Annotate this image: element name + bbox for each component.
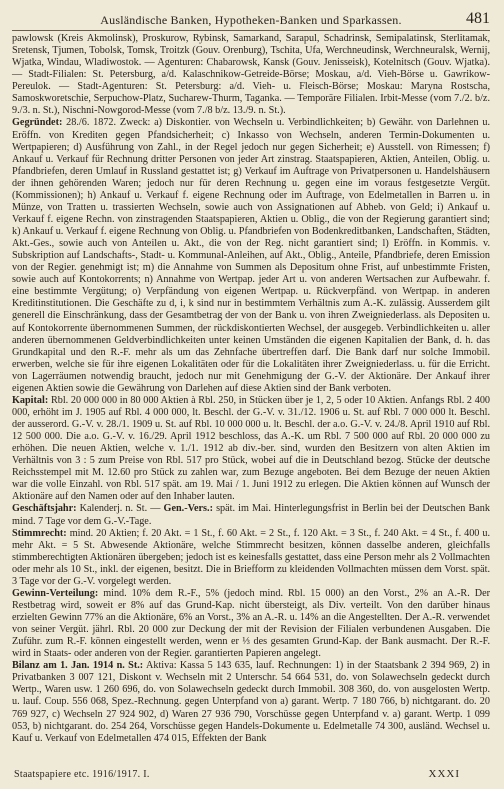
kapital-text: Rbl. 20 000 000 in 80 000 Aktien à Rbl. 250, in Stücken über je 1, 2, 5 oder 10 Aktien. Anfangs Rbl. 2 400 000, erhöht im J. 1905 auf Rbl. 4 000 000, lt. Beschl. der G.-V. v. 31./12. 1906 u. St. auf Rbl. 7 000 000 lt. Beschl. der ausserord. G.-V. v. 28./1. 1909 u. St. auf Rbl. 10 000 000 u. lt. Beschl. der a.o. G.-V. v. 24./8. April 1910 auf Rbl. 12 500 000. Die a.o. G.-V. v. 16./29. April 1912 beschloss, das A.-K. um Rbl. 7 500 000 auf Rbl. 20 000 000 zu erhöhen. Die neuen Aktien, welche v. 1./1. 1912 ab div.-ber. sind, wurden den Besitzern von alten Aktien im Verhältnis von 3 : 5 zum Preise von Rbl. 517 pro Stück, wobei auf die in Deutschland bezog. Stücke der deutsche Reichsstempel mit M. 12.60 pro Stück zu zahlen war, zum Bezuge angeboten. Bei dem Bezuge der neuen Aktien war die volle Einzahl. von Rbl. 517 spät. am 19. Mai / 1. Juni 1912 zu erlegen. Die Aktien können auf Wunsch der Aktionäre auf den Namen oder auf den Inhaber lauten.: [12, 394, 491, 503]
gen-vers-text: spät. im Mai. Hinterlegungsfrist in Berlin bei der Deutschen Bank mind. 7 Tage vor dem G.-V.-Tage.: [12, 503, 490, 527]
gegruendet-paragraph: [12, 117, 490, 394]
kapital-label: Kapital:: [12, 394, 49, 406]
gewinn-verteilung-text: mind. 10% dem R.-F., 5% (jedoch mind. Rbl. 15 000) an den Vorst., 2% an A.-R. Der Restbetrag wird, soweit er 8% auf das Grund-Kap. nicht übersteigt, als Div. verteilt. Von den darüber hinaus erzielten Gewinn 77% an die Aktionäre, 6% an Vorst., 3% an A.-R. u. 14% an die Angestellten. Der A.-R. verwendet von seiner Vergüt. jährl. Rbl. 20 000 zur Deckung der mit der Revision der Filialen verbundenen Ausgaben. Die Zuführ. zum R.-F. können eingestellt werden, wenn er ⅓ des gesamten Grund-Kap. der Bank ausmacht. Der R.-F. wird in Staats- oder anderen von der Regier. garantierten Papieren angelegt.: [12, 587, 490, 660]
page-header: [12, 8, 490, 31]
bilanz-label: Bilanz am 1. Jan. 1914 n. St.:: [12, 660, 144, 672]
footer-signature-mark: XXXI: [428, 768, 460, 780]
page-body: [12, 33, 490, 745]
gegruendet-label: Gegründet:: [12, 117, 63, 129]
stimmrecht-paragraph: [12, 528, 490, 588]
geschaeftsjahr-label: Geschäftsjahr:: [12, 503, 77, 515]
kapital-paragraph: [12, 395, 490, 504]
bilanz-text: Aktiva: Kassa 5 143 635, lauf. Rechnungen: 1) in der Staatsbank 2 394 969, 2) in Privatbanken 3 007 121, Diskont v. Wechseln mit 2 Unterschr. 54 664 531, do. von Solawechseln gedeckt durch Wertp., Waren usw. 1 260 696, do. von Solawechseln gedeckt durch Immobil. 308 360, do. von ausgelosten Wertp. u. lauf. Coup. 556 068, Spez.-Rechnung. gegen Unterpfand von a) garant. Wertp. 7 180 766, b) nichtgarant. do. 20 769 927, c) Wechseln 27 924 902, d) Waren 27 936 790, Vorschüsse gegen Unterpfand v. a) garant. Wertp. 1 099 053, b) nichtgarant. do. 254 264, Vorschüsse gegen Handels-Dokumente u. Edelmetalle 74 300, ausländ. Wechsel u. Kauf u. Verkauf von Edelmetallen 474 015, Effekten der Bank: [12, 660, 490, 744]
branches-text: pawlowsk (Kreis Akmolinsk), Proskurow, Rybinsk, Samarkand, Sarapul, Schadrinsk, Semipalatinsk, Sterlitamak, Sretensk, Tjumen, Tobolsk, Tomsk, Troitzk (Gouv. Orenburg), Tschita, Ufa, Werchneudinsk, Werchneuralsk, Wernij, Wjatka, Windau, Wladiwostok. — Agenturen: Chabarowsk, Kansk (Gouv. Jenisseisk), Kotelnitsch (Gouv. Wjatka). — Stadt-Filialen: St. Petersburg, a/d. Kalaschnikow-Getreide-Börse; Moskau, a/d. Vieh-Börse u. Gawrikow-Pereulok. — Stadt-Agenturen: St. Petersburg: a/d. Vieh- u. Fleisch-Börse; Moskau: Maryna Rostscha, Samoskworetschie, Serpuchow-Platz, Sucharew-Thurm, Taganka. — Temporäre Filialen. Irbit-Messe (vom 7./2. b/z. 9./3. n. St.), Nischni-Nowgorod-Messe (vom 7./8 b/z. 13./9. n. St.).: [12, 33, 490, 117]
footer-publication: Staatspapiere etc. 1916/1917. I.: [14, 769, 150, 780]
page-number: 481: [466, 10, 490, 27]
stimmrecht-text: mind. 20 Aktien; f. 20 Akt. = 1 St., f. 60 Akt. = 2 St., f. 120 Akt. = 3 St., f. 240 Akt. = 4 St., f. 400 u. mehr Akt. = 5 St. Abwesende Aktionäre, welche Stimmrecht besitzen, können dasselbe anderen, gleichfalls stimmberechtigten Aktionären übergeben; jedoch ist es keinesfalls gestattet, dass eine Person mehr als 2 Vollmachten oder mehr als 10 St., inkl. der eigenen, besitzt. Die in Briefform zu kleidenden Vollmachten müssen dem Vorst. spät. 3 Tage vor der G.-V. vorgelegt werden.: [12, 527, 490, 587]
gen-vers-label: Gen.-Vers.:: [163, 503, 213, 515]
gewinn-verteilung-label: Gewinn-Verteilung:: [12, 587, 99, 599]
branches-paragraph: [12, 33, 490, 117]
geschaeftsjahr-paragraph: [12, 503, 490, 527]
geschaeftsjahr-text: Kalenderj. n. St. —: [79, 503, 161, 515]
gewinn-verteilung-paragraph: [12, 588, 490, 660]
stimmrecht-label: Stimmrecht:: [12, 527, 67, 539]
gegruendet-text: 28./6. 1872. Zweck: a) Diskontier. von Wechseln u. Verbindlichkeiten; b) Gewähr. von Darlehnen u. Eröffn. von Krediten gegen Pfandsicherheit; c) Inkasso von Wechseln, anderen Termin-Dokumenten u. Wertpapieren; d) Ausführung von Zahl., in der Regel jedoch nur gegen Sicherheit; e) Ausstell. von Rimessen; f) Ankauf u. Verkauf für Rechnung dritter Personen von jeder Art zinstrag. Staatspapieren, Aktien, Anteilen, Oblig. u. Pfandbriefen, deren Umlauf in Russland gestattet ist; g) Verkauf im Auftrage von Privatpersonen u. Handelshäusern der ihnen gehörenden Waren; jedoch nur für deren Rechnung u. gegen eine im voraus festgesetzte Vergüt. (Kommissionen); h) Ankauf u. Verkauf f. eigene Rechnung oder im Auftrage, von Edelmetallen in Barren u. in Münze, von Tratten u. trassierten Wechseln, sowie auch von Assignationen auf Abheb. von Geld; i) Ankauf u. Verkauf f. eigene Rechn. von zinstragenden Staatspapieren, Aktien u. Oblig., die von der Regierung garantiert sind; k) Ankauf u. Verkauf f. eigene Rechnung von Oblig. u. Pfandbriefen von Bodenkreditbanken, Landschaften, Städten, Akt.-Ges., sowie auch von Anteilen u. Akt., die von der Reg. nicht garantiert sind; l) Eröffn. in Kommis. v. Subskription auf Landschafts-, Stadt- u. Kommunal-Anleihen, auf Akt., Oblig., Anteile, Pfandbriefe, deren Emission von der Regier. genehmigt ist; m) die Annahme von Summen als Depositum ohne Frist, auf unbestimmte Fristen, sowie auch auf Kontokorrents; n) Annahme von Wertpap. jeder Art u. von anderen Wertsachen zur Aufbewahr. f. eine bestimmte Vergütung; o) Verpfändung von eigenen Wertpap. u. Rückverpfänd. von Wertpap. in anderen Kreditinstitutionen. Die Geschäfte zu d, i, k sind nur in bestimmtem Verhältnis zum A.-K. zulässig. Ausserdem gilt generell die Einschränkung, dass der Gesamtbetrag der von der Bank u. von ihren Zweigniederlass. als Depositen u. auf Kontokorrente übernommenen Summen, der rückdiskontierten Wechsel, der ausgegeb. Verbindlichkeiten u. aller anderen übernommenen Geldverbindlichkeiten unter keinen Umständen die eigenen Kapitalien der Bank, d. h. das Grundkapital und den R.-F. mehr als um das Zehnfache übertreffen darf. Die Bank darf nur solche Immobil. erwerben, welche sie für ihre eigenen Lokalitäten oder für die Lokalitäten ihrer Zweigniederlass. u. für die Erricht. von Lagerräumen notwendig braucht, jedoch nur mit Genehmigung der G.-V. der Aktionäre. Der Ankauf ihrer eigenen Aktien sowie die Gewährung von Darlehen auf diese Aktien sind der Bank verboten.: [12, 117, 491, 394]
running-head: Ausländische Banken, Hypotheken-Banken und Sparkassen.: [100, 13, 402, 27]
page-footer: [12, 769, 490, 783]
bilanz-paragraph: [12, 660, 490, 744]
